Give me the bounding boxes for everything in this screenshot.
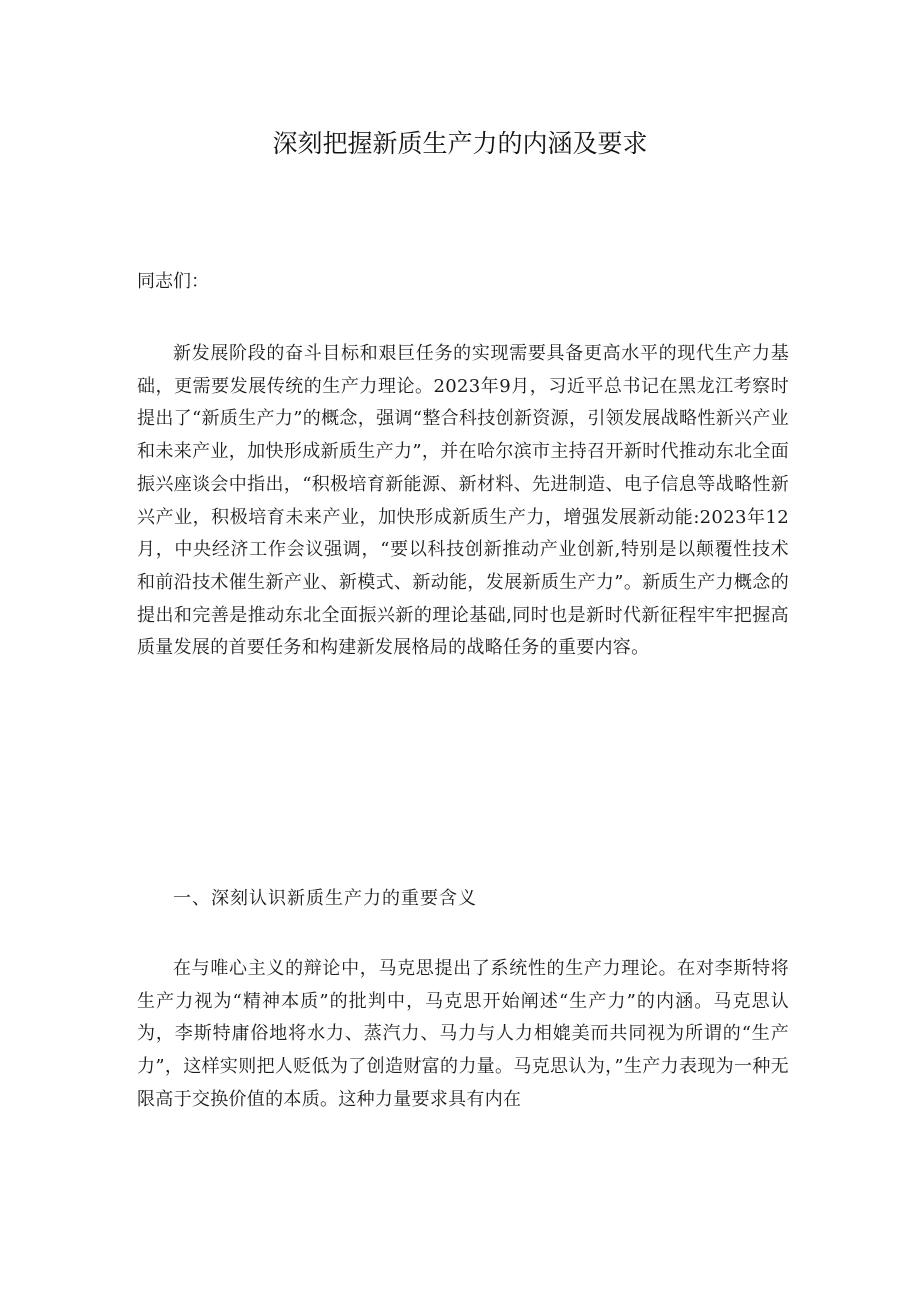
greeting: 同志们： — [137, 271, 209, 292]
body-paragraph-2: 在与唯心主义的辩论中，马克思提出了系统性的生产力理论。在对李斯特将生产力视为“精神本质”的批判中，马克思开始阐述“生产力”的内涵。马克思认为，李斯特庸俗地将水力、蒸汽力、马力与人力相媲美而共同视为所谓的“生产力”，这样实则把人贬低为了创造财富的力量。马克思认为，”生产力表现为一种无限高于交换价值的本质。这种力量要求具有内在 — [137, 958, 789, 1110]
section-heading-1: 一、深刻认识新质生产力的重要含义 — [173, 888, 477, 909]
body-paragraph-1: 新发展阶段的奋斗目标和艰巨任务的实现需要具备更高水平的现代生产力基础，更需要发展传统的生产力理论。2023年9月，习近平总书记在黑龙江考察时提出了“新质生产力”的概念，强调“整合科技创新资源，引领发展战略性新兴产业和未来产业，加快形成新质生产力”，并在哈尔滨市主持召开新时代推动东北全面振兴座谈会中指出，“积极培育新能源、新材料、先进制造、电子信息等战略性新兴产业，积极培育未来产业，加快形成新质生产力，增强发展新动能:2023年12月，中央经济工作会议强调，“要以科技创新推动产业创新,特别是以颠覆性技术和前沿技术催生新产业、新模式、新动能，发展新质生产力”。新质生产力概念的提出和完善是推动东北全面振兴新的理论基础,同时也是新时代新征程牢牢把握高质量发展的首要任务和构建新发展格局的战略任务的重要内容。 — [137, 343, 789, 659]
document-title: 深刻把握新质生产力的内涵及要求 — [272, 129, 648, 158]
